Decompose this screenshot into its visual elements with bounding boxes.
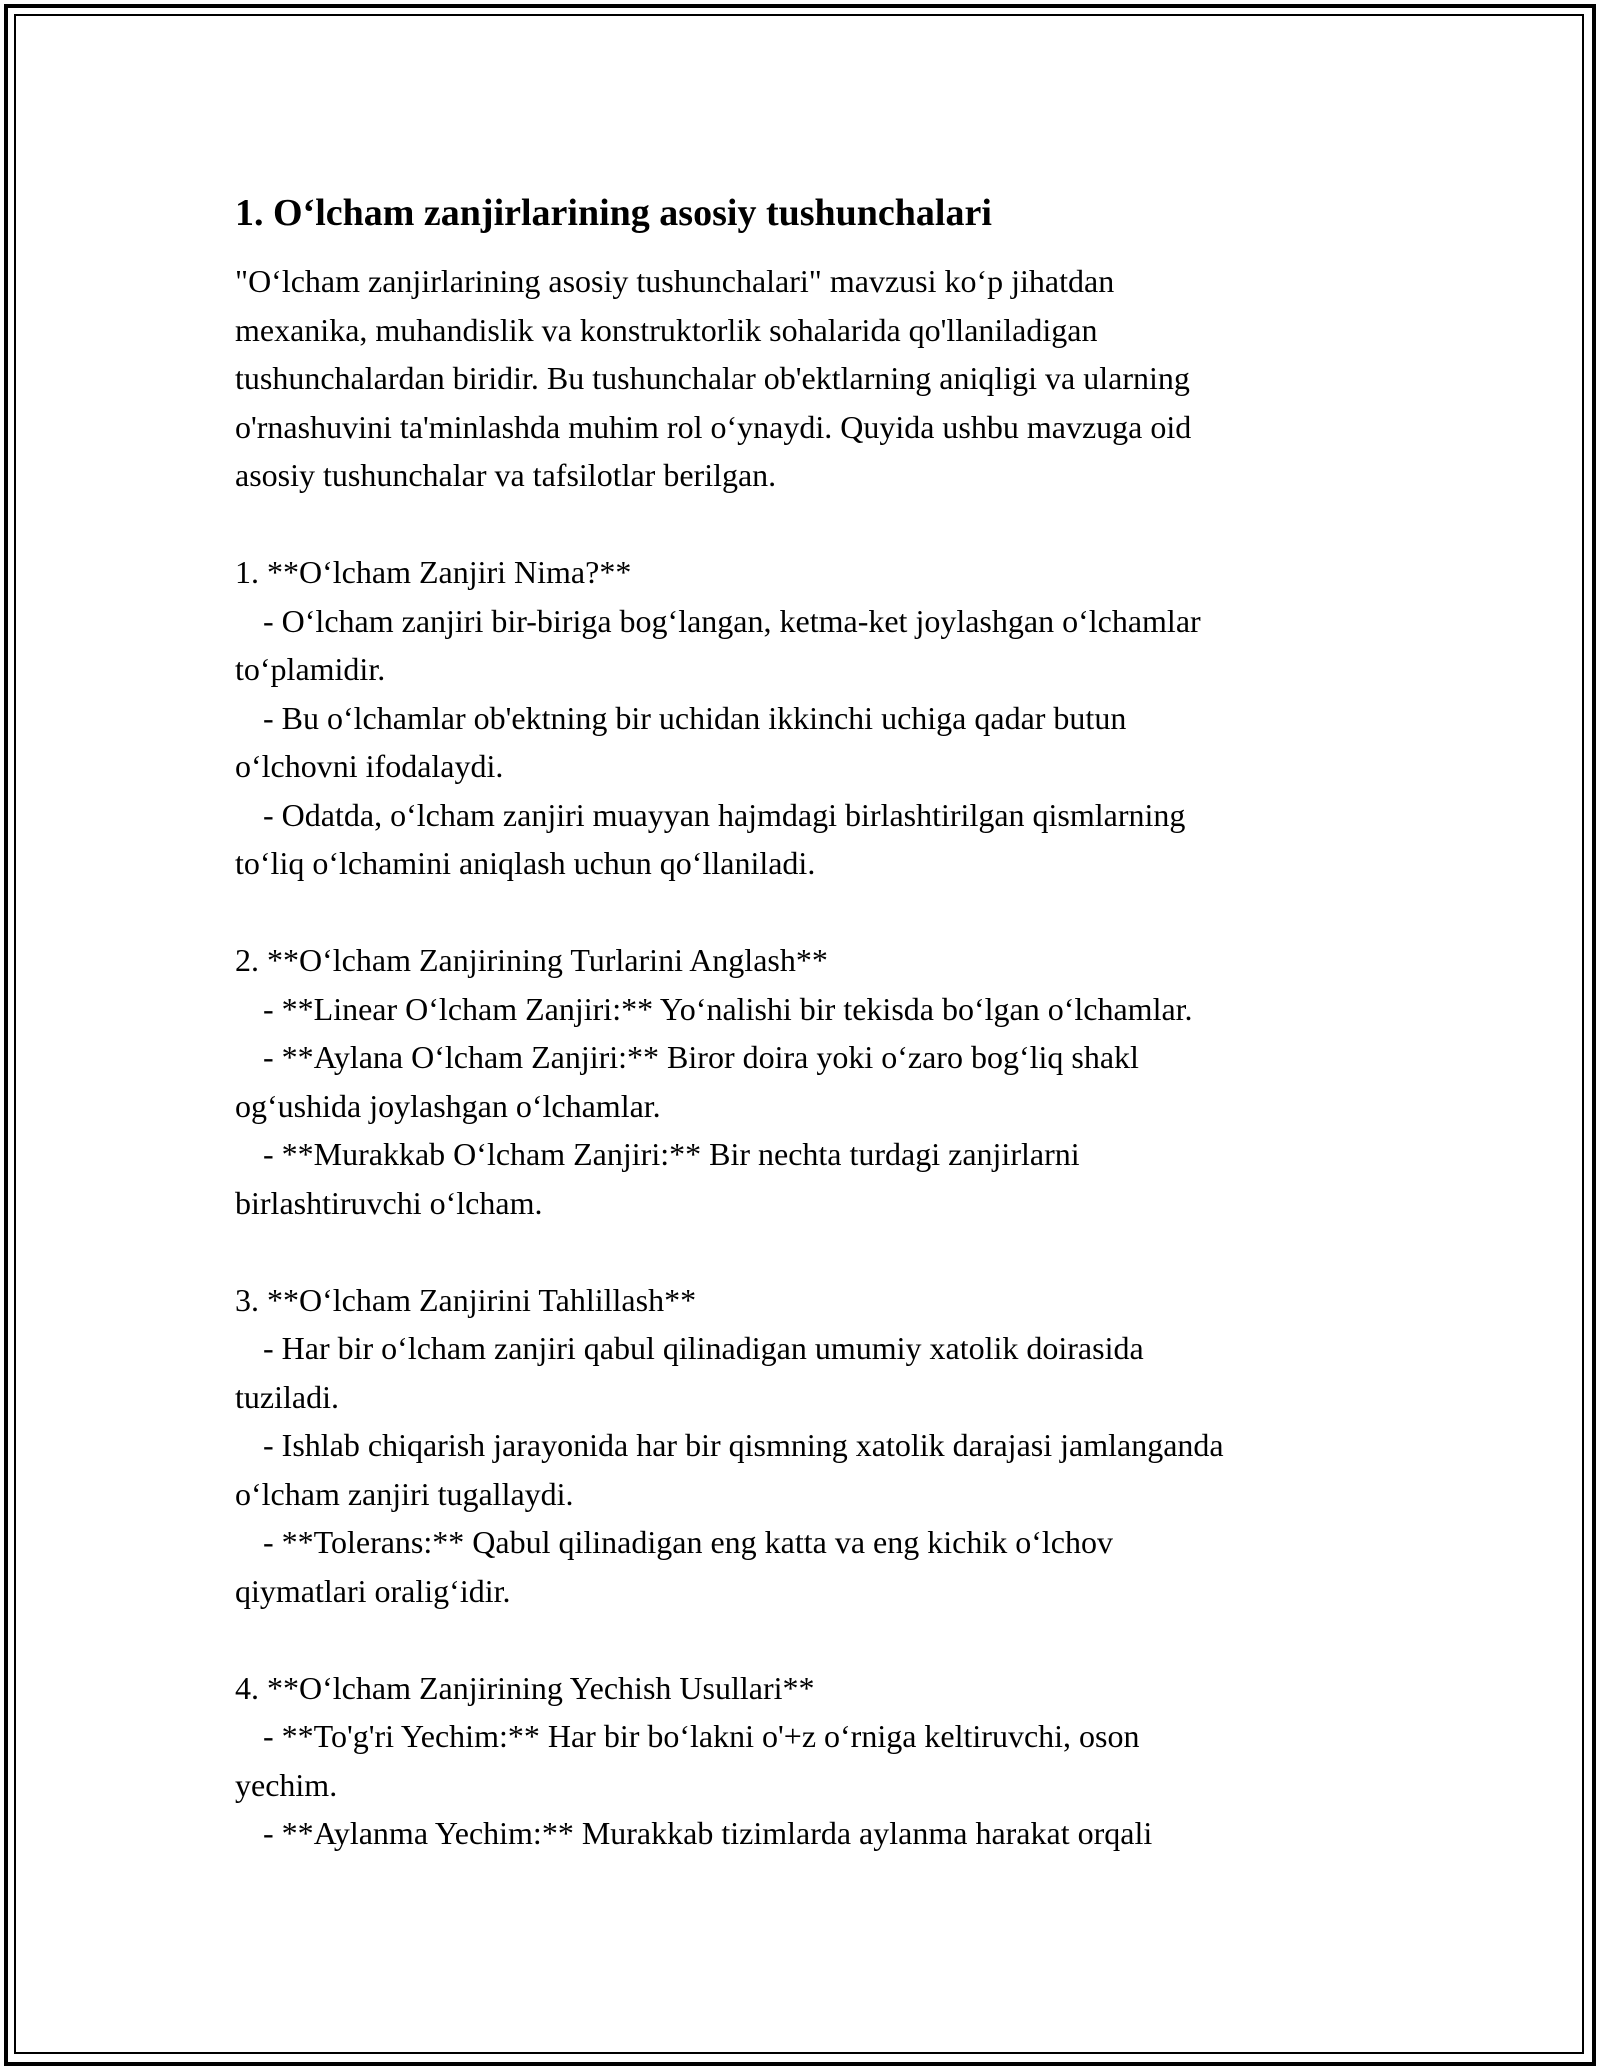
list-item-line: - Oʻlcham zanjiri bir-biriga bogʻlangan, ketma-ket joylashgan oʻlchamlar (263, 602, 1201, 639)
list-item-line: - Bu oʻlchamlar ob'ektning bir uchidan ikkinchi uchiga qadar butun (263, 699, 1127, 736)
intro-paragraph (235, 257, 1385, 1858)
list-item-continuation: toʻliq oʻlchamini aniqlash uchun qoʻllaniladi. (235, 845, 816, 881)
list-item-line: - **Aylana Oʻlcham Zanjiri:** Biror doira yoki oʻzaro bogʻliq shakl (263, 1039, 1139, 1075)
intro-line: o'rnashuvini ta'minlashda muhim rol oʻynaydi. Quyida ushbu mavzuga oid (235, 408, 1192, 445)
page-title: 1. Oʻlcham zanjirlarining asosiy tushunchalari (235, 192, 992, 234)
list-item-line: - Har bir oʻlcham zanjiri qabul qilinadigan umumiy xatolik doirasida (263, 1330, 1144, 1366)
document-body (235, 185, 1385, 1858)
list-item-line: - **Murakkab Oʻlcham Zanjiri:** Bir nechta turdagi zanjirlarni (263, 1136, 1080, 1172)
list-item-line: - **Aylanma Yechim:** Murakkab tizimlarda aylanma harakat orqali (263, 1815, 1153, 1851)
list-item-continuation: yechim. (235, 1766, 338, 1803)
list-item-line: - Ishlab chiqarish jarayonida har bir qismning xatolik darajasi jamlanganda (263, 1427, 1224, 1463)
section-heading: 2. **Oʻlcham Zanjirining Turlarini Anglash** (235, 942, 828, 978)
list-item-continuation: ogʻushida joylashgan oʻlchamlar. (235, 1087, 661, 1124)
list-item-continuation: toʻplamidir. (235, 651, 386, 687)
list-item-line: - **To'g'ri Yechim:** Har bir boʻlakni o'+z oʻrniga keltiruvchi, oson (263, 1718, 1140, 1754)
list-item-line: - Odatda, oʻlcham zanjiri muayyan hajmdagi birlashtirilgan qismlarning (263, 796, 1186, 833)
intro-line: "Oʻlcham zanjirlarining asosiy tushunchalari" mavzusi koʻp jihatdan (235, 263, 1115, 299)
paragraph-gap (235, 1615, 1385, 1664)
section-heading: 1. **Oʻlcham Zanjiri Nima?** (235, 554, 632, 590)
paragraph-gap (235, 888, 1385, 937)
intro-line: tushunchalardan biridir. Bu tushunchalar ob'ektlarning aniqligi va ularning (235, 360, 1190, 396)
list-item-continuation: qiymatlari oraligʻidir. (235, 1572, 511, 1609)
intro-line: mexanika, muhandislik va konstruktorlik sohalarida qo'llaniladigan (235, 311, 1098, 348)
paragraph-gap (235, 1227, 1385, 1276)
list-item-continuation: birlashtiruvchi oʻlcham. (235, 1184, 543, 1221)
list-item-continuation: oʻlcham zanjiri tugallaydi. (235, 1475, 574, 1512)
section-heading: 3. **Oʻlcham Zanjirini Tahlillash** (235, 1281, 697, 1318)
intro-line: asosiy tushunchalar va tafsilotlar berilgan. (235, 457, 777, 493)
list-item-line: - **Linear Oʻlcham Zanjiri:** Yoʻnalishi bir tekisda boʻlgan oʻlchamlar. (263, 990, 1193, 1027)
paragraph-gap (235, 500, 1385, 549)
list-item-continuation: tuziladi. (235, 1378, 339, 1415)
section-heading: 4. **Oʻlcham Zanjirining Yechish Usullari** (235, 1669, 815, 1706)
list-item-line: - **Tolerans:** Qabul qilinadigan eng katta va eng kichik oʻlchov (263, 1524, 1113, 1560)
list-item-continuation: oʻlchovni ifodalaydi. (235, 748, 504, 784)
